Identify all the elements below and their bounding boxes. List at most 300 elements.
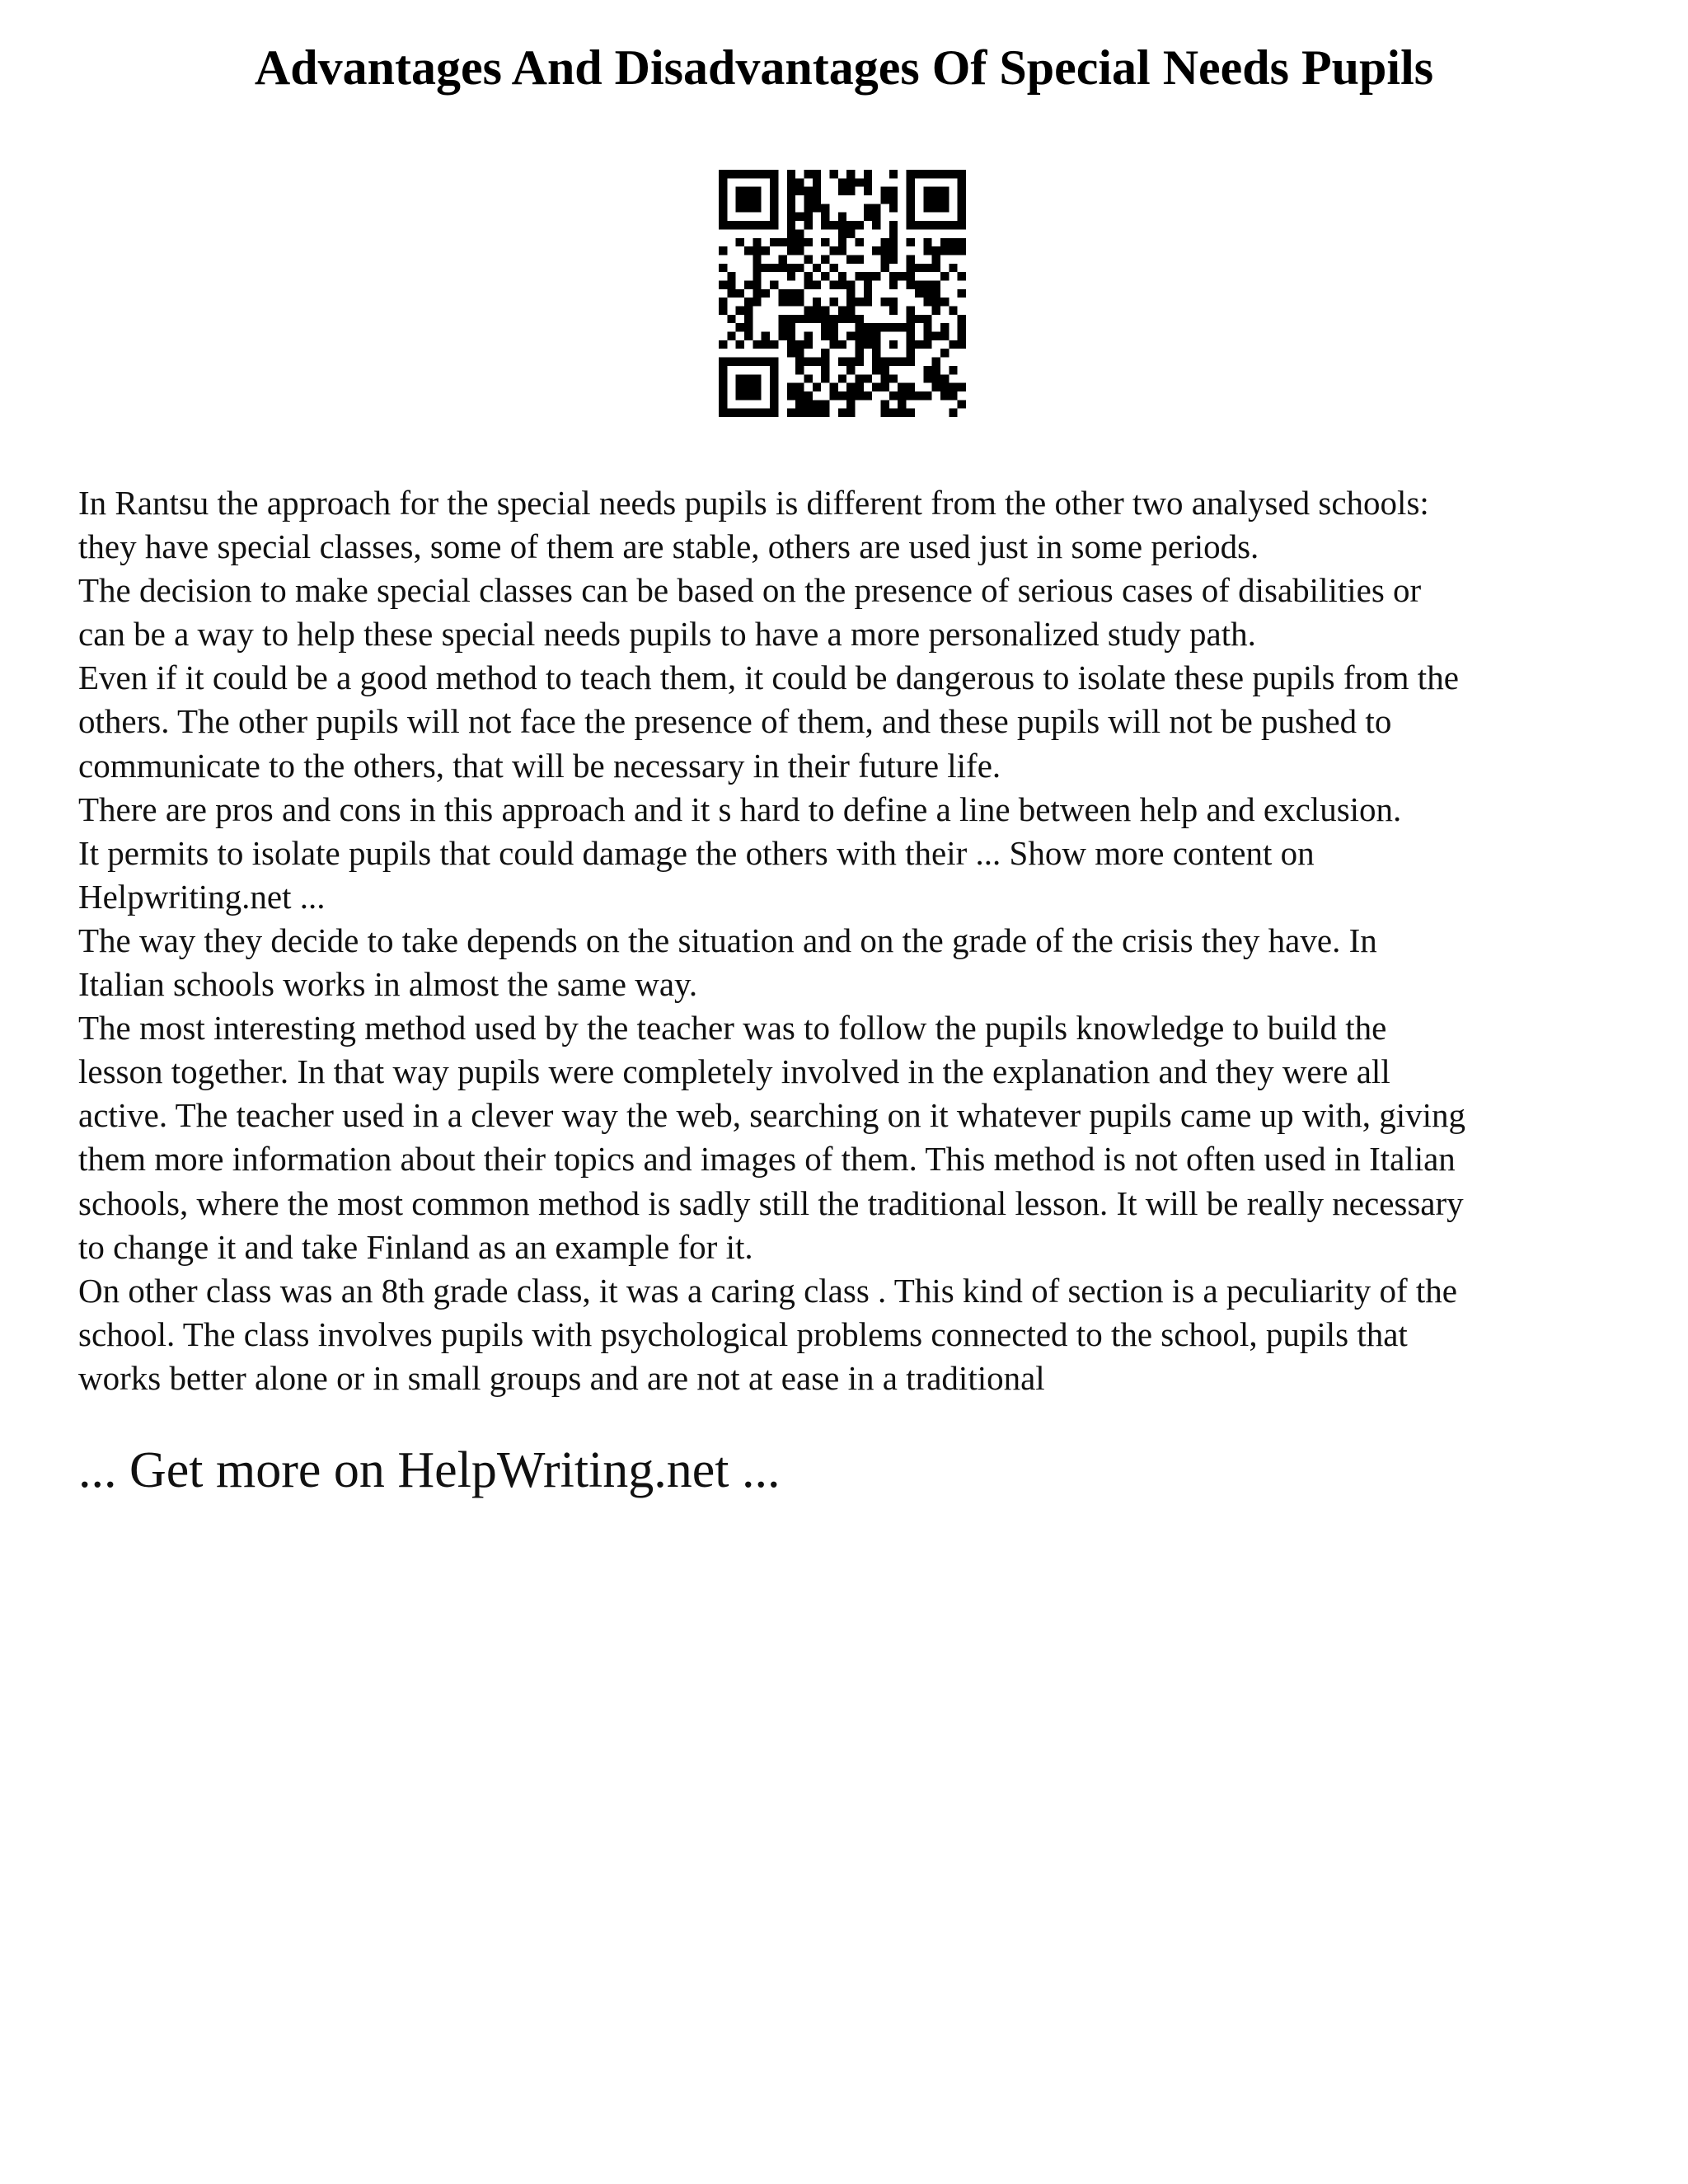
qr-module [856, 255, 864, 263]
qr-module [898, 383, 906, 391]
qr-module [958, 213, 966, 221]
text-line: others. The other pupils will not face the presence of them, and these pupils will not be pushed to [78, 702, 1392, 741]
qr-module [889, 195, 898, 204]
qr-module [881, 383, 889, 391]
get-more-link[interactable]: ... Get more on HelpWriting.net ... [78, 1442, 781, 1498]
paragraph [78, 569, 1628, 656]
qr-module [846, 221, 855, 229]
qr-module [881, 323, 889, 331]
qr-module [787, 213, 795, 221]
qr-module [923, 298, 931, 306]
qr-module [846, 178, 855, 186]
qr-module [940, 272, 949, 280]
qr-module [778, 238, 786, 246]
qr-module [804, 315, 812, 323]
qr-module [932, 358, 940, 366]
qr-module [813, 280, 821, 288]
qr-module [795, 383, 804, 391]
qr-module [804, 307, 812, 315]
qr-module [958, 272, 966, 280]
qr-module [821, 272, 829, 280]
qr-module [923, 187, 931, 195]
qr-module [770, 187, 778, 195]
qr-module [838, 340, 846, 349]
qr-module [787, 289, 795, 298]
qr-module [821, 349, 829, 357]
qr-module [907, 383, 915, 391]
qr-module [958, 323, 966, 331]
qr-module [923, 332, 931, 340]
qr-module [821, 238, 829, 246]
qr-module [787, 187, 795, 195]
qr-module [719, 298, 727, 306]
qr-module [778, 332, 786, 340]
qr-module [949, 221, 957, 229]
qr-module [821, 332, 829, 340]
qr-module [838, 213, 846, 221]
qr-module [727, 315, 735, 323]
text-line: schools, where the most common method is sadly still the traditional lesson. It will be really necessary [78, 1183, 1464, 1222]
qr-module [753, 264, 761, 272]
qr-module [872, 383, 880, 391]
qr-module [889, 221, 898, 229]
qr-module [736, 195, 744, 204]
qr-module [736, 391, 744, 400]
qr-module [795, 289, 804, 298]
qr-module [770, 170, 778, 178]
qr-module [744, 221, 753, 229]
qr-module [958, 178, 966, 186]
qr-module [719, 221, 727, 229]
qr-module [753, 238, 761, 246]
qr-module [744, 298, 753, 306]
qr-module [813, 187, 821, 195]
qr-module [932, 307, 940, 315]
qr-module [727, 272, 735, 280]
qr-module [838, 391, 846, 400]
qr-module [804, 272, 812, 280]
qr-module [881, 358, 889, 366]
qr-module [889, 409, 898, 417]
qr-module [804, 391, 812, 400]
qr-module [907, 264, 915, 272]
qr-module [958, 340, 966, 349]
qr-module [770, 221, 778, 229]
qr-module [753, 204, 761, 212]
qr-module [949, 391, 957, 400]
qr-module [856, 383, 864, 391]
qr-module [881, 238, 889, 246]
qr-module [753, 340, 761, 349]
qr-module [813, 204, 821, 212]
qr-module [889, 358, 898, 366]
qr-module [940, 391, 949, 400]
qr-module [907, 213, 915, 221]
qr-module [838, 229, 846, 237]
text-line: them more information about their topics and images of them. This method is not often used in Italian [78, 1140, 1456, 1179]
qr-module [829, 323, 837, 331]
qr-module [804, 280, 812, 288]
qr-module [744, 383, 753, 391]
qr-module [736, 221, 744, 229]
qr-module [949, 340, 957, 349]
qr-module [907, 340, 915, 349]
qr-module [744, 170, 753, 178]
qr-module [881, 255, 889, 263]
qr-module [923, 289, 931, 298]
paragraph [78, 832, 1628, 919]
paragraph [78, 1006, 1628, 1269]
qr-module [915, 221, 923, 229]
text-line: to change it and take Finland as an example for it. [78, 1227, 753, 1266]
article-body [78, 481, 1628, 1400]
text-line: The most interesting method used by the teacher was to follow the pupils knowledge to build the [78, 1009, 1387, 1047]
qr-module [795, 391, 804, 400]
qr-module [744, 307, 753, 315]
qr-module [719, 204, 727, 212]
qr-module [940, 332, 949, 340]
qr-module [804, 195, 812, 204]
qr-module [795, 229, 804, 237]
qr-module [829, 280, 837, 288]
qr-module [940, 323, 949, 331]
qr-module [940, 195, 949, 204]
qr-module [770, 366, 778, 374]
qr-module [932, 195, 940, 204]
qr-module [846, 289, 855, 298]
qr-module [949, 409, 957, 417]
qr-module [846, 383, 855, 391]
qr-module [949, 307, 957, 315]
qr-module [915, 280, 923, 288]
qr-module [856, 374, 864, 382]
text-line: school. The class involves pupils with psychological problems connected to the school, pupils that [78, 1315, 1408, 1353]
qr-module [846, 307, 855, 315]
qr-module [762, 170, 770, 178]
qr-module [787, 272, 795, 280]
qr-module [940, 238, 949, 246]
qr-module [770, 178, 778, 186]
qr-module [719, 170, 727, 178]
qr-module [864, 391, 872, 400]
qr-module [829, 315, 837, 323]
qr-module [949, 366, 957, 374]
qr-module [864, 298, 872, 306]
qr-module [787, 178, 795, 186]
qr-module [719, 409, 727, 417]
qr-module [744, 280, 753, 288]
qr-module [838, 409, 846, 417]
text-line: The decision to make special classes can be based on the presence of serious cases of disabilities or [78, 571, 1422, 610]
qr-module [821, 255, 829, 263]
qr-module [804, 255, 812, 263]
qr-module [923, 204, 931, 212]
qr-module [846, 229, 855, 237]
qr-module [846, 280, 855, 288]
qr-module [958, 170, 966, 178]
qr-module [932, 298, 940, 306]
qr-module [932, 246, 940, 255]
qr-module [889, 272, 898, 280]
qr-module [753, 170, 761, 178]
qr-module [923, 280, 931, 288]
qr-module [846, 400, 855, 408]
qr-module [787, 298, 795, 306]
qr-module [838, 238, 846, 246]
qr-module [872, 332, 880, 340]
qr-module [881, 298, 889, 306]
qr-module [846, 255, 855, 263]
qr-module [932, 332, 940, 340]
qr-module [719, 280, 727, 288]
qr-module [787, 315, 795, 323]
qr-module [923, 374, 931, 382]
qr-module [856, 349, 864, 357]
qr-module [821, 374, 829, 382]
qr-module [736, 358, 744, 366]
qr-module [898, 391, 906, 400]
qr-module [744, 391, 753, 400]
qr-module [770, 409, 778, 417]
qr-module [804, 400, 812, 408]
qr-module [856, 178, 864, 186]
qr-module [804, 213, 812, 221]
qr-module [864, 332, 872, 340]
qr-module [770, 374, 778, 382]
qr-module [872, 272, 880, 280]
qr-module [753, 289, 761, 298]
paragraph [78, 919, 1628, 1006]
qr-module [932, 255, 940, 263]
qr-module [744, 332, 753, 340]
qr-module [795, 409, 804, 417]
qr-module [889, 255, 898, 263]
paragraph [78, 1269, 1628, 1400]
qr-module [907, 187, 915, 195]
qr-module [940, 221, 949, 229]
qr-module [856, 340, 864, 349]
qr-module [719, 374, 727, 382]
qr-module [872, 358, 880, 366]
qr-module [923, 246, 931, 255]
text-line: In Rantsu the approach for the special needs pupils is different from the other two analysed schools: [78, 484, 1429, 522]
qr-module [907, 349, 915, 357]
qr-module [846, 170, 855, 178]
qr-module [770, 238, 778, 246]
qr-module [915, 340, 923, 349]
text-line: works better alone or in small groups and are not at ease in a traditional [78, 1358, 1045, 1397]
qr-module [881, 195, 889, 204]
qr-module [813, 358, 821, 366]
qr-module [804, 221, 812, 229]
qr-module [932, 374, 940, 382]
qr-module [838, 358, 846, 366]
text-line: communicate to the others, that will be necessary in their future life. [78, 746, 1001, 785]
qr-module [795, 349, 804, 357]
text-line: Even if it could be a good method to teach them, it could be dangerous to isolate these pupils from the [78, 658, 1459, 697]
qr-module [813, 400, 821, 408]
qr-module [770, 213, 778, 221]
qr-module [923, 340, 931, 349]
qr-module [940, 374, 949, 382]
qr-module [856, 298, 864, 306]
qr-module [736, 289, 744, 298]
qr-module [795, 340, 804, 349]
qr-module [864, 374, 872, 382]
qr-module [838, 272, 846, 280]
qr-module [940, 298, 949, 306]
qr-module [753, 255, 761, 263]
qr-module [736, 238, 744, 246]
qr-module [821, 315, 829, 323]
qr-module [881, 264, 889, 272]
qr-module [821, 204, 829, 212]
qr-module [795, 213, 804, 221]
qr-module [907, 178, 915, 186]
qr-module [821, 366, 829, 374]
qr-module [787, 349, 795, 357]
text-line: can be a way to help these special needs pupils to have a more personalized study path. [78, 615, 1256, 654]
qr-module [787, 246, 795, 255]
qr-module [719, 366, 727, 374]
qr-module [829, 391, 837, 400]
qr-module [770, 340, 778, 349]
qr-module [846, 366, 855, 374]
qr-module [838, 187, 846, 195]
qr-module [846, 315, 855, 323]
qr-module [838, 307, 846, 315]
qr-module [958, 383, 966, 391]
qr-module [907, 204, 915, 212]
qr-module [932, 264, 940, 272]
qr-module [787, 229, 795, 237]
qr-module [940, 204, 949, 212]
qr-module [804, 170, 812, 178]
qr-module [762, 221, 770, 229]
qr-module [719, 195, 727, 204]
qr-module [813, 298, 821, 306]
text-line: Italian schools works in almost the same way. [78, 965, 698, 1004]
qr-module [804, 409, 812, 417]
paragraph [78, 656, 1628, 787]
qr-module [719, 178, 727, 186]
qr-module [787, 170, 795, 178]
qr-module [864, 323, 872, 331]
qr-module [736, 409, 744, 417]
qr-module [753, 374, 761, 382]
qr-module [932, 280, 940, 288]
qr-module [719, 246, 727, 255]
qr-module [787, 340, 795, 349]
qr-module [829, 170, 837, 178]
qr-module [838, 221, 846, 229]
text-line: active. The teacher used in a clever way the web, searching on it whatever pupils came up with, giving [78, 1096, 1466, 1135]
qr-module [949, 383, 957, 391]
qr-module [864, 187, 872, 195]
qr-module [778, 298, 786, 306]
qr-module [889, 229, 898, 237]
qr-module [787, 204, 795, 212]
qr-module [753, 409, 761, 417]
qr-module [864, 204, 872, 212]
qr-module [907, 358, 915, 366]
qr-module [813, 178, 821, 186]
text-line: There are pros and cons in this approach and it s hard to define a line between help and exclusion. [78, 790, 1402, 828]
qr-module [940, 246, 949, 255]
qr-module [821, 358, 829, 366]
qr-module [846, 358, 855, 366]
qr-module [932, 204, 940, 212]
qr-module [932, 383, 940, 391]
qr-module [864, 170, 872, 178]
qr-module [719, 400, 727, 408]
text-line: Helpwriting.net ... [78, 877, 326, 916]
qr-module [762, 409, 770, 417]
qr-module [744, 358, 753, 366]
qr-module [787, 332, 795, 340]
qr-module [753, 272, 761, 280]
qr-module [949, 264, 957, 272]
qr-module [736, 374, 744, 382]
qr-module [787, 264, 795, 272]
qr-module [778, 289, 786, 298]
qr-module [898, 358, 906, 366]
qr-module [787, 383, 795, 391]
text-line: lesson together. In that way pupils were completely involved in the explanation and they were all [78, 1052, 1390, 1091]
qr-module [787, 195, 795, 204]
qr-module [889, 204, 898, 212]
qr-module [770, 195, 778, 204]
qr-module [753, 221, 761, 229]
qr-module [795, 358, 804, 366]
qr-module [872, 213, 880, 221]
qr-module [889, 307, 898, 315]
qr-module [762, 289, 770, 298]
qr-module [949, 246, 957, 255]
qr-module [932, 289, 940, 298]
qr-module [778, 255, 786, 263]
qr-module [872, 246, 880, 255]
qr-module [881, 246, 889, 255]
qr-module [804, 340, 812, 349]
qr-module [872, 366, 880, 374]
qr-module [762, 358, 770, 366]
qr-module [795, 315, 804, 323]
qr-module [838, 246, 846, 255]
qr-module [770, 358, 778, 366]
qr-module [958, 187, 966, 195]
qr-code-icon [719, 170, 966, 417]
qr-module [736, 340, 744, 349]
qr-module [736, 323, 744, 331]
qr-module [762, 264, 770, 272]
qr-module [829, 298, 837, 306]
qr-module [736, 170, 744, 178]
qr-module [932, 366, 940, 374]
qr-module [940, 187, 949, 195]
qr-module [727, 409, 735, 417]
qr-module [821, 213, 829, 221]
qr-module [889, 280, 898, 288]
qr-module [744, 187, 753, 195]
qr-module [932, 170, 940, 178]
qr-module [736, 187, 744, 195]
qr-module [795, 298, 804, 306]
qr-module [804, 187, 812, 195]
qr-module [856, 272, 864, 280]
qr-module [795, 400, 804, 408]
qr-module [719, 187, 727, 195]
